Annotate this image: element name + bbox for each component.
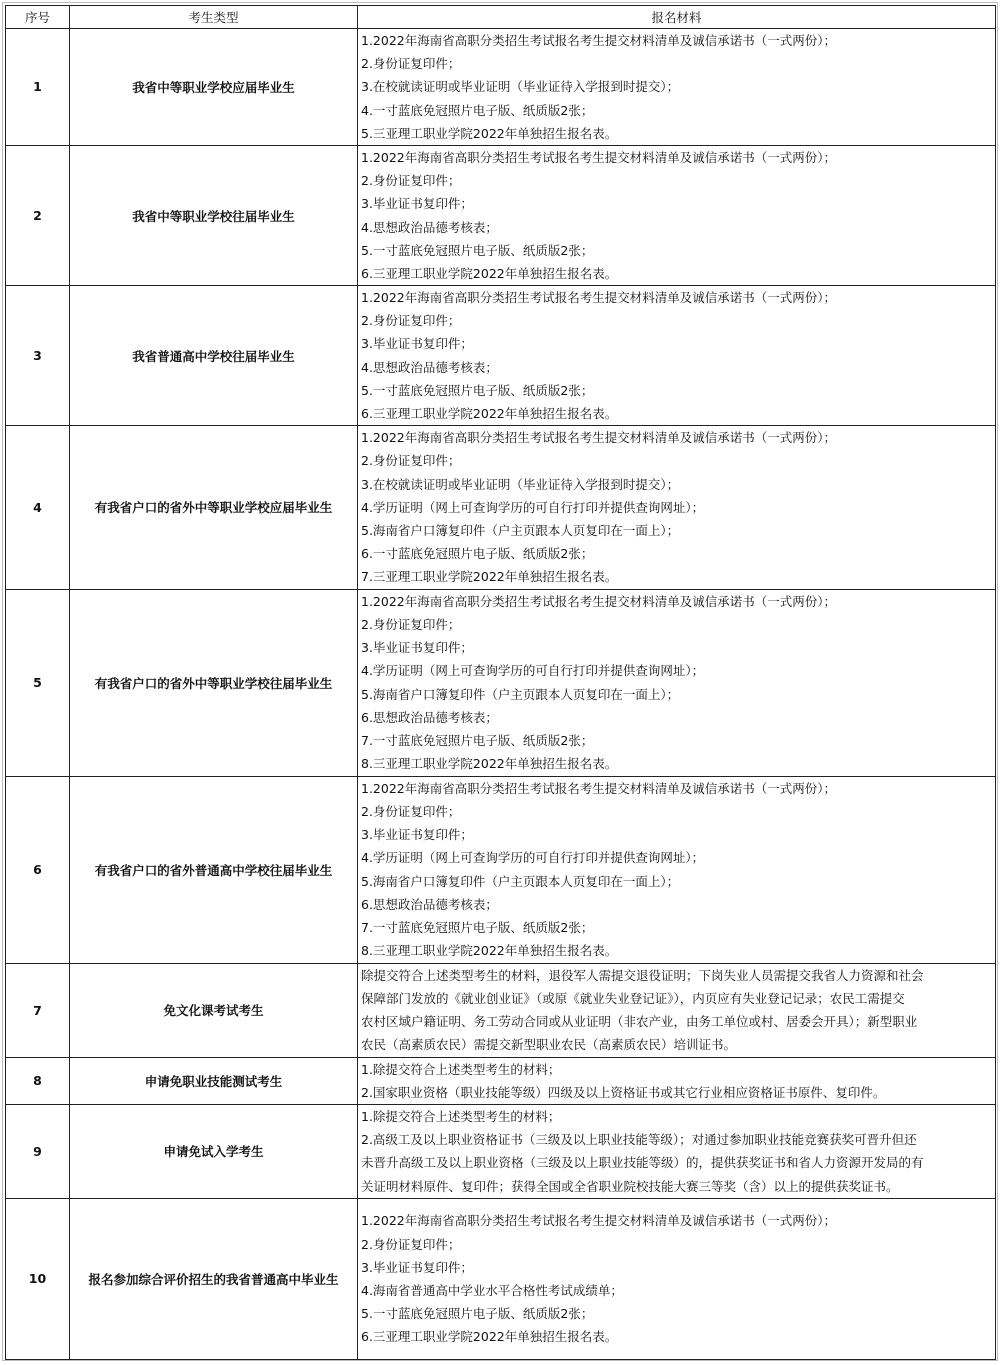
material-item: 4.学历证明（网上可查询学历的可自行打印并提供查询网址）；	[361, 850, 705, 866]
material-item: 农民（高素质农民）需提交新型职业农民（高素质农民）培训证书。	[361, 1037, 737, 1053]
material-item: 4.思想政治品德考核表；	[361, 219, 498, 235]
material-item: 未晋升高级工及以上职业资格（三级及以上职业技能等级）的，提供获奖证书和省人力资源开发局的有	[361, 1155, 924, 1171]
material-item: 6.思想政治品德考核表；	[361, 896, 498, 912]
candidate-type: 免文化课考试考生	[70, 963, 358, 1057]
table-body	[6, 29, 996, 1360]
material-item: 2.身份证复印件；	[361, 173, 461, 189]
material-item: 4.思想政治品德考核表；	[361, 359, 498, 375]
table-row	[6, 776, 996, 963]
material-item: 1.2022年海南省高职分类招生考试报名考生提交材料清单及诚信承诺书（一式两份）；	[361, 593, 836, 609]
table-row	[6, 1057, 996, 1104]
row-number: 4	[6, 426, 70, 589]
table-row	[6, 29, 996, 146]
table-row	[6, 286, 996, 426]
material-item: 7.一寸蓝底免冠照片电子版、纸质版2张；	[361, 732, 594, 748]
materials-cell	[358, 589, 996, 776]
material-item: 3.在校就读证明或毕业证明（毕业证待入学报到时提交）；	[361, 476, 680, 492]
materials-cell	[358, 29, 996, 146]
header-no: 序号	[6, 6, 70, 29]
material-item: 5.一寸蓝底免冠照片电子版、纸质版2张；	[361, 382, 594, 398]
material-item: 保障部门发放的《就业创业证》（或原《就业失业登记证》），内页应有失业登记记录；农民工需提交	[361, 990, 905, 1006]
material-item: 6.三亚理工职业学院2022年单独招生报名表。	[361, 265, 618, 281]
candidate-type: 申请免试入学考生	[70, 1104, 358, 1198]
material-item: 2.高级工及以上职业资格证书（三级及以上职业技能等级）；对通过参加职业技能竞赛获奖可晋升但还	[361, 1132, 917, 1148]
material-item: 3.毕业证书复印件；	[361, 640, 473, 656]
candidate-type: 我省中等职业学校往届毕业生	[70, 145, 358, 285]
material-item: 1.2022年海南省高职分类招生考试报名考生提交材料清单及诚信承诺书（一式两份）；	[361, 1213, 836, 1229]
candidate-type: 申请免职业技能测试考生	[70, 1057, 358, 1104]
candidate-type: 有我省户口的省外普通高中学校往届毕业生	[70, 776, 358, 963]
material-item: 1.2022年海南省高职分类招生考试报名考生提交材料清单及诚信承诺书（一式两份）；	[361, 430, 836, 446]
material-item: 3.毕业证书复印件；	[361, 827, 473, 843]
material-item: 2.国家职业资格（职业技能等级）四级及以上资格证书或其它行业相应资格证书原件、复印件。	[361, 1084, 886, 1100]
material-item: 2.身份证复印件；	[361, 1236, 461, 1252]
material-item: 7.三亚理工职业学院2022年单独招生报名表。	[361, 569, 618, 585]
materials-cell	[358, 1104, 996, 1198]
candidate-type: 我省中等职业学校应届毕业生	[70, 29, 358, 146]
material-item: 1.2022年海南省高职分类招生考试报名考生提交材料清单及诚信承诺书（一式两份）；	[361, 780, 836, 796]
material-item: 2.身份证复印件；	[361, 56, 461, 72]
material-item: 5.一寸蓝底免冠照片电子版、纸质版2张；	[361, 1306, 594, 1322]
material-item: 除提交符合上述类型考生的材料，退役军人需提交退役证明；下岗失业人员需提交我省人力资源和社会	[361, 967, 924, 983]
material-item: 3.毕业证书复印件；	[361, 196, 473, 212]
material-item: 4.学历证明（网上可查询学历的可自行打印并提供查询网址）；	[361, 499, 705, 515]
materials-cell	[358, 1057, 996, 1104]
table-row	[6, 145, 996, 285]
header-materials: 报名材料	[358, 6, 996, 29]
material-item: 2.身份证复印件；	[361, 616, 461, 632]
material-item: 1.除提交符合上述类型考生的材料；	[361, 1061, 561, 1077]
material-item: 6.一寸蓝底免冠照片电子版、纸质版2张；	[361, 546, 594, 562]
materials-cell	[358, 286, 996, 426]
material-item: 3.在校就读证明或毕业证明（毕业证待入学报到时提交）；	[361, 79, 680, 95]
material-item: 4.一寸蓝底免冠照片电子版、纸质版2张；	[361, 102, 594, 118]
material-item: 3.毕业证书复印件；	[361, 1259, 473, 1275]
materials-cell	[358, 776, 996, 963]
table-row	[6, 963, 996, 1057]
materials-cell	[358, 145, 996, 285]
material-item: 8.三亚理工职业学院2022年单独招生报名表。	[361, 756, 618, 772]
material-item: 5.海南省户口簿复印件（户主页跟本人页复印在一面上）；	[361, 522, 680, 538]
material-item: 8.三亚理工职业学院2022年单独招生报名表。	[361, 943, 618, 959]
table-row	[6, 426, 996, 589]
table-row	[6, 589, 996, 776]
row-number: 6	[6, 776, 70, 963]
material-item: 4.学历证明（网上可查询学历的可自行打印并提供查询网址）；	[361, 663, 705, 679]
row-number: 8	[6, 1057, 70, 1104]
material-item: 5.三亚理工职业学院2022年单独招生报名表。	[361, 125, 618, 141]
page	[2, 2, 998, 1361]
materials-cell	[358, 963, 996, 1057]
material-item: 2.身份证复印件；	[361, 453, 461, 469]
material-item: 4.海南省普通高中学业水平合格性考试成绩单；	[361, 1282, 623, 1298]
header-type: 考生类型	[70, 6, 358, 29]
material-item: 1.2022年海南省高职分类招生考试报名考生提交材料清单及诚信承诺书（一式两份）；	[361, 149, 836, 165]
material-item: 5.一寸蓝底免冠照片电子版、纸质版2张；	[361, 242, 594, 258]
material-item: 1.除提交符合上述类型考生的材料；	[361, 1109, 561, 1124]
material-item: 1.2022年海南省高职分类招生考试报名考生提交材料清单及诚信承诺书（一式两份）；	[361, 33, 836, 48]
materials-cell	[358, 1198, 996, 1359]
row-number: 1	[6, 29, 70, 146]
row-number: 7	[6, 963, 70, 1057]
candidate-type: 报名参加综合评价招生的我省普通高中毕业生	[70, 1198, 358, 1359]
row-number: 3	[6, 286, 70, 426]
material-item: 2.身份证复印件；	[361, 803, 461, 819]
material-item: 7.一寸蓝底免冠照片电子版、纸质版2张；	[361, 919, 594, 935]
row-number: 9	[6, 1104, 70, 1198]
materials-cell	[358, 426, 996, 589]
material-item: 6.思想政治品德考核表；	[361, 709, 498, 725]
material-item: 6.三亚理工职业学院2022年单独招生报名表。	[361, 1329, 618, 1345]
table-row	[6, 1104, 996, 1198]
candidate-type: 有我省户口的省外中等职业学校往届毕业生	[70, 589, 358, 776]
material-item: 关证明材料原件、复印件；获得全国或全省职业院校技能大赛三等奖（含）以上的提供获奖证书。	[361, 1178, 899, 1194]
material-item: 6.三亚理工职业学院2022年单独招生报名表。	[361, 406, 618, 421]
table-row	[6, 1198, 996, 1359]
header-row	[6, 6, 996, 29]
material-item: 5.海南省户口簿复印件（户主页跟本人页复印在一面上）；	[361, 873, 680, 889]
candidate-type: 有我省户口的省外中等职业学校应届毕业生	[70, 426, 358, 589]
candidate-type: 我省普通高中学校往届毕业生	[70, 286, 358, 426]
material-item: 2.身份证复印件；	[361, 313, 461, 329]
row-number: 5	[6, 589, 70, 776]
material-item: 农村区域户籍证明、务工劳动合同或从业证明（非农产业，由务工单位或村、居委会开具）；新型职业	[361, 1014, 918, 1029]
material-item: 3.毕业证书复印件；	[361, 336, 473, 352]
row-number: 10	[6, 1198, 70, 1359]
row-number: 2	[6, 145, 70, 285]
material-item: 1.2022年海南省高职分类招生考试报名考生提交材料清单及诚信承诺书（一式两份）；	[361, 290, 836, 306]
registration-materials-table	[5, 5, 996, 1360]
material-item: 5.海南省户口簿复印件（户主页跟本人页复印在一面上）；	[361, 686, 680, 702]
